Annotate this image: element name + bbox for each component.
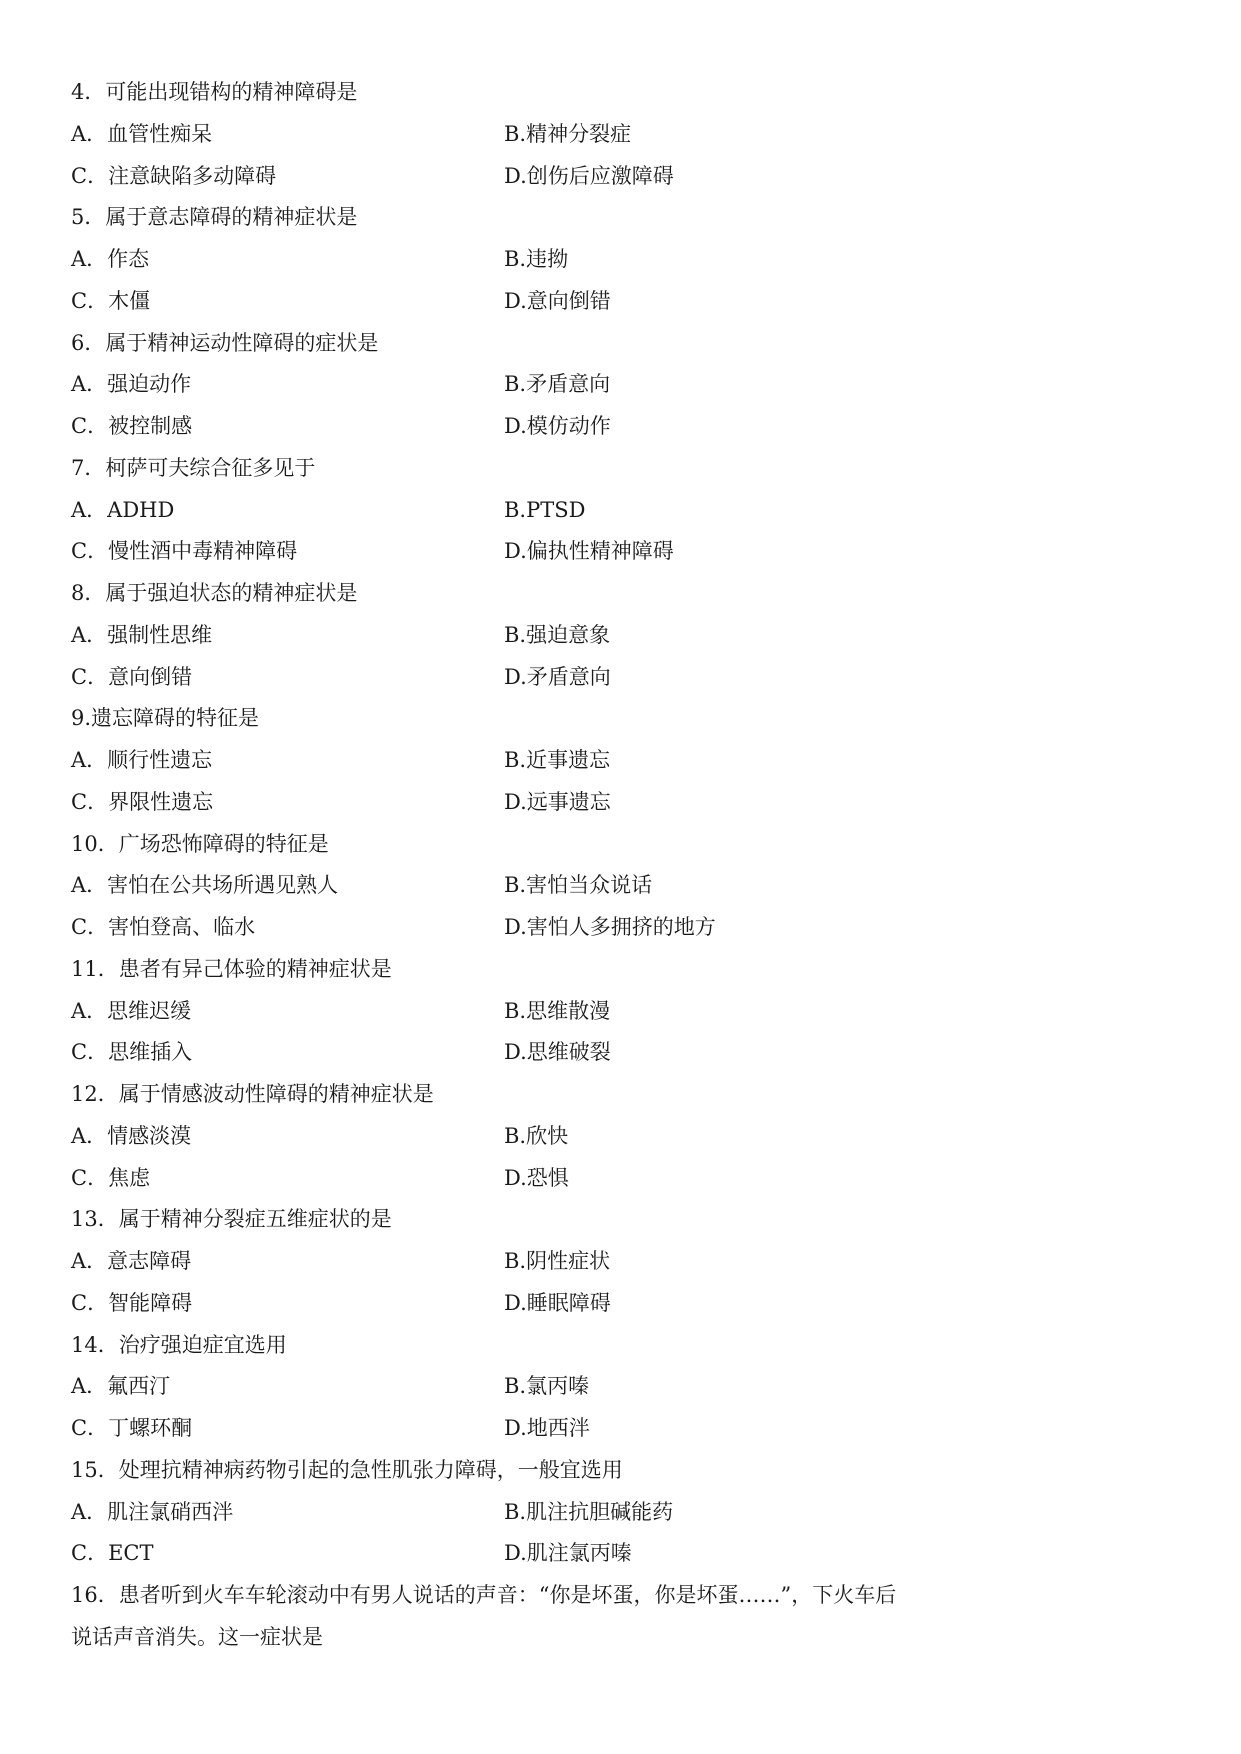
option-b: B.近事遗忘 — [504, 748, 611, 772]
option-d: D.意向倒错 — [504, 289, 611, 313]
option-b: B.矛盾意向 — [504, 372, 611, 396]
option-d: D.害怕人多拥挤的地方 — [504, 915, 716, 939]
option-c: C．害怕登高、临水 — [71, 915, 256, 939]
option-a: A．顺行性遗忘 — [71, 748, 213, 772]
question-stem: 4．可能出现错构的精神障碍是 — [71, 80, 358, 104]
option-d: D.肌注氯丙嗪 — [504, 1541, 632, 1565]
option-c: C．思维插入 — [71, 1040, 193, 1064]
option-a: A．血管性痴呆 — [71, 122, 213, 146]
question-stem: 5．属于意志障碍的精神症状是 — [71, 205, 358, 229]
option-b: B.肌注抗胆碱能药 — [504, 1500, 674, 1524]
question-stem-continued: 说话声音消失。这一症状是 — [71, 1625, 323, 1649]
option-b: B.违拗 — [504, 247, 569, 271]
question-stem: 9.遗忘障碍的特征是 — [71, 706, 260, 730]
question-stem: 10．广场恐怖障碍的特征是 — [71, 832, 329, 856]
option-d: D.矛盾意向 — [504, 665, 611, 689]
question-stem: 15．处理抗精神病药物引起的急性肌张力障碍，一般宜选用 — [71, 1458, 623, 1482]
option-c: C．意向倒错 — [71, 665, 193, 689]
option-c: C．丁螺环酮 — [71, 1416, 193, 1440]
option-a: A．意志障碍 — [71, 1249, 192, 1273]
option-c: C．慢性酒中毒精神障碍 — [71, 539, 298, 563]
option-d: D.睡眠障碍 — [504, 1291, 611, 1315]
option-d: D.恐惧 — [504, 1166, 569, 1190]
question-stem: 11．患者有异己体验的精神症状是 — [71, 957, 392, 981]
option-a: A．氟西汀 — [71, 1374, 171, 1398]
question-stem: 14．治疗强迫症宜选用 — [71, 1333, 287, 1357]
question-stem: 12．属于情感波动性障碍的精神症状是 — [71, 1082, 434, 1106]
question-stem: 8．属于强迫状态的精神症状是 — [71, 581, 358, 605]
option-c: C．界限性遗忘 — [71, 790, 214, 814]
option-a: A．情感淡漠 — [71, 1124, 192, 1148]
option-c: C．木僵 — [71, 289, 151, 313]
question-stem: 6．属于精神运动性障碍的症状是 — [71, 331, 379, 355]
option-c: C．注意缺陷多动障碍 — [71, 164, 277, 188]
option-b: B.害怕当众说话 — [504, 873, 653, 897]
option-d: D.地西泮 — [504, 1416, 590, 1440]
option-d: D.远事遗忘 — [504, 790, 611, 814]
option-d: D.创伤后应激障碍 — [504, 164, 674, 188]
option-a: A．ADHD — [71, 498, 175, 522]
option-a: A．肌注氯硝西泮 — [71, 1500, 234, 1524]
option-b: B.欣快 — [504, 1124, 569, 1148]
option-c: C．焦虑 — [71, 1166, 151, 1190]
option-b: B.氯丙嗪 — [504, 1374, 590, 1398]
option-c: C．智能障碍 — [71, 1291, 193, 1315]
option-d: D.思维破裂 — [504, 1040, 611, 1064]
option-b: B.阴性症状 — [504, 1249, 611, 1273]
option-d: D.模仿动作 — [504, 414, 611, 438]
option-b: B.精神分裂症 — [504, 122, 632, 146]
option-a: A．害怕在公共场所遇见熟人 — [71, 873, 339, 897]
option-c: C．被控制感 — [71, 414, 193, 438]
question-stem: 16．患者听到火车车轮滚动中有男人说话的声音：“你是坏蛋，你是坏蛋……”，下火车后 — [71, 1583, 897, 1607]
option-b: B.思维散漫 — [504, 999, 611, 1023]
option-b: B.强迫意象 — [504, 623, 611, 647]
option-c: C．ECT — [71, 1541, 154, 1565]
question-stem: 13．属于精神分裂症五维症状的是 — [71, 1207, 392, 1231]
question-stem: 7．柯萨可夫综合征多见于 — [71, 456, 316, 480]
option-b: B.PTSD — [504, 498, 586, 522]
option-a: A．思维迟缓 — [71, 999, 192, 1023]
option-a: A．作态 — [71, 247, 150, 271]
option-a: A．强迫动作 — [71, 372, 192, 396]
option-d: D.偏执性精神障碍 — [504, 539, 674, 563]
option-a: A．强制性思维 — [71, 623, 213, 647]
